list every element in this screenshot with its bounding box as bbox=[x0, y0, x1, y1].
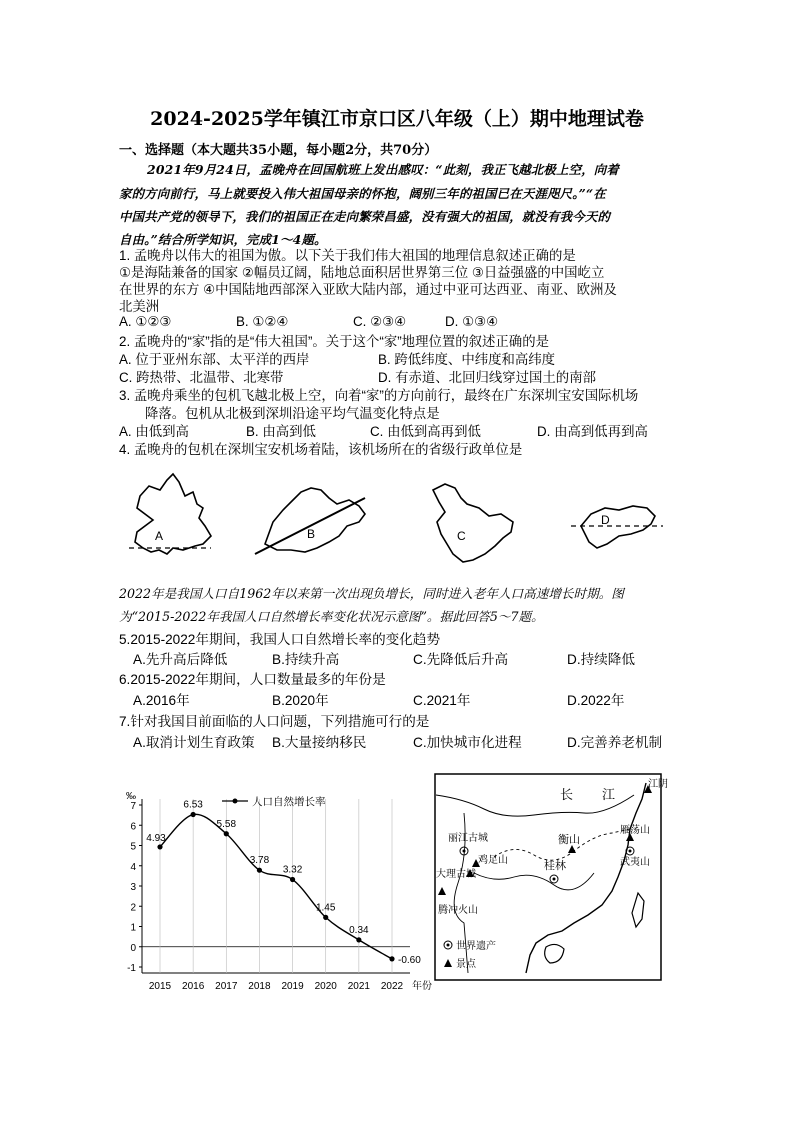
q3-option-a: A. 由低到高 bbox=[119, 424, 189, 439]
y-tick-label: 0 bbox=[130, 942, 136, 954]
label-lijiang: 丽江古城 bbox=[448, 833, 488, 844]
q3-option-d: D. 由高到低再到高 bbox=[537, 424, 648, 439]
label-tengchong: 腾冲火山 bbox=[438, 905, 478, 916]
data-label: 5.58 bbox=[216, 818, 237, 830]
q3-stem-1: 3. 孟晚舟乘坐的包机飞越北极上空，向着“家”的方向前行，最终在广东深圳宝安国际机场 bbox=[119, 388, 639, 403]
page-title: 2024-2025学年镇江市京口区八年级（上）期中地理试卷 bbox=[150, 108, 644, 130]
y-tick-label: 7 bbox=[130, 801, 136, 812]
y-tick-label: 1 bbox=[130, 922, 136, 934]
q7-option-a: A.取消计划生育政策 bbox=[133, 735, 255, 750]
intro2-line-2: 为“2015-2022年我国人口自然增长率变化状况示意图”。据此回答5～7题。 bbox=[119, 609, 544, 624]
x-tick-label: 2019 bbox=[281, 981, 304, 992]
q2-stem: 2. 孟晚舟的“家”指的是“伟大祖国”。关于这个“家”地理位置的叙述正确的是 bbox=[119, 334, 549, 349]
y-tick-label: 3 bbox=[130, 882, 136, 893]
y-tick-label: -1 bbox=[127, 963, 136, 974]
x-tick-label: 2016 bbox=[182, 981, 205, 992]
y-tick-label: 4 bbox=[130, 861, 136, 873]
label-wuyishan: 武夷山 bbox=[620, 857, 650, 868]
intro-line-1: 2021年9月24日，孟晚舟在回国航班上发出感叹：“此刻，我正飞越北极上空，向着 bbox=[147, 162, 619, 177]
x-tick-label: 2020 bbox=[314, 981, 337, 992]
q5-option-d: D.持续降低 bbox=[567, 652, 635, 667]
x-tick-label: 2022 bbox=[380, 981, 404, 992]
x-tick-label: 2017 bbox=[215, 981, 238, 992]
q7-option-b: B.大量接纳移民 bbox=[272, 735, 367, 750]
q5-option-b: B.持续升高 bbox=[272, 652, 340, 667]
q6-option-d: D.2022年 bbox=[567, 693, 625, 708]
province-a-outline bbox=[129, 474, 211, 554]
label-yandangshan: 雁荡山 bbox=[620, 825, 650, 836]
q7-option-c: C.加快城市化进程 bbox=[413, 735, 522, 750]
china-heritage-map bbox=[434, 773, 668, 981]
q1-statements-2: 在世界的东方 ④中国陆地西部深入亚欧大陆内部，通过中亚可达西亚、南亚、欧洲及 bbox=[119, 282, 617, 297]
intro-line-3: 中国共产党的领导下，我们的祖国正在走向繁荣昌盛，没有强大的祖国，就没有我今天的 bbox=[119, 209, 611, 224]
q3-option-b: B. 由高到低 bbox=[246, 424, 316, 439]
x-tick-label: 2015 bbox=[148, 981, 172, 992]
province-outlines bbox=[115, 470, 685, 570]
section-heading: 一、选择题（本大题共35小题，每小题2分，共70分） bbox=[119, 143, 438, 158]
q1-option-d: D. ①③④ bbox=[445, 314, 499, 329]
label-chang: 长 bbox=[560, 787, 574, 802]
data-point bbox=[323, 915, 328, 920]
x-axis-label: 年份 bbox=[412, 981, 432, 992]
intro-line-2: 家的方向前行，马上就要投入伟大祖国母亲的怀抱，阔别三年的祖国已在天涯咫尺。”“在 bbox=[119, 186, 606, 201]
x-tick-label: 2018 bbox=[248, 981, 271, 992]
data-point bbox=[157, 844, 162, 849]
label-dali: 大理古城 bbox=[436, 869, 476, 880]
data-point bbox=[224, 831, 229, 836]
q2-option-a: A. 位于亚州东部、太平洋的西岸 bbox=[119, 352, 310, 367]
y-tick-label: 2 bbox=[130, 902, 136, 914]
province-label-c: C bbox=[457, 529, 466, 543]
q1-stem: 1. 孟晚舟以伟大的祖国为傲。以下关于我们伟大祖国的地理信息叙述正确的是 bbox=[119, 248, 576, 263]
label-jiang: 江 bbox=[602, 787, 616, 802]
label-jiangyin: 江阴 bbox=[648, 779, 668, 790]
y-tick-label: 6 bbox=[130, 821, 136, 833]
q2-option-d: D. 有赤道、北回归线穿过国土的南部 bbox=[378, 370, 596, 385]
legend-scenic-spot: 景点 bbox=[456, 959, 476, 970]
data-point bbox=[290, 877, 295, 882]
data-label: -0.60 bbox=[398, 954, 421, 966]
q1-statements-1: ①是海陆兼备的国家 ②幅员辽阔，陆地总面积居世界第三位 ③日益强盛的中国屹立 bbox=[119, 265, 605, 280]
q1-option-c: C. ②③④ bbox=[353, 314, 407, 329]
province-b-outline bbox=[255, 488, 365, 554]
data-label: 4.93 bbox=[146, 832, 166, 844]
data-point bbox=[257, 868, 262, 873]
y-axis-unit: ‰ bbox=[126, 791, 136, 802]
province-d-outline bbox=[571, 506, 663, 548]
q5-option-a: A.先升高后降低 bbox=[133, 652, 228, 667]
q2-option-b: B. 跨低纬度、中纬度和高纬度 bbox=[378, 352, 556, 367]
label-jizushan: 鸡足山 bbox=[478, 855, 508, 866]
q7-option-d: D.完善养老机制 bbox=[567, 735, 663, 750]
q1-option-b: B. ①②④ bbox=[236, 314, 289, 329]
intro2-line-1: 2022年是我国人口自1962年以来第一次出现负增长，同时进入老年人口高速增长时期。图 bbox=[119, 586, 624, 601]
q7-stem: 7.针对我国目前面临的人口问题，下列措施可行的是 bbox=[119, 714, 430, 729]
q3-option-c: C. 由低到高再到低 bbox=[370, 424, 481, 439]
data-point bbox=[191, 812, 196, 817]
q6-stem: 6.2015-2022年期间，人口数量最多的年份是 bbox=[119, 672, 386, 687]
data-label: 3.32 bbox=[282, 864, 303, 876]
data-label: 1.45 bbox=[315, 902, 336, 914]
q3-stem-2: 降落。包机从北极到深圳沿途平均气温变化特点是 bbox=[145, 406, 440, 421]
label-guilin: 桂林 bbox=[544, 860, 566, 872]
population-growth-chart bbox=[118, 783, 438, 995]
q6-option-c: C.2021年 bbox=[413, 693, 471, 708]
q6-option-b: B.2020年 bbox=[272, 693, 329, 708]
q4-stem: 4. 孟晚舟的包机在深圳宝安机场着陆，该机场所在的省级行政单位是 bbox=[119, 442, 523, 457]
province-c-outline bbox=[433, 484, 513, 562]
q1-statements-3: 北美洲 bbox=[119, 299, 160, 314]
province-label-d: D bbox=[601, 513, 610, 527]
q1-option-a: A. ①②③ bbox=[119, 314, 172, 329]
intro-line-4: 自由。”结合所学知识，完成1～4题。 bbox=[119, 232, 327, 247]
legend-marker bbox=[233, 799, 238, 804]
legend-label: 人口自然增长率 bbox=[252, 796, 326, 808]
q2-option-c: C. 跨热带、北温带、北寒带 bbox=[119, 370, 284, 385]
data-point bbox=[389, 956, 394, 961]
data-label: 0.34 bbox=[349, 924, 369, 936]
label-hengshan: 衡山 bbox=[558, 834, 580, 846]
series-line bbox=[160, 814, 392, 959]
province-label-a: A bbox=[155, 529, 164, 543]
data-label: 3.78 bbox=[249, 855, 270, 867]
data-point bbox=[356, 937, 361, 942]
q5-option-c: C.先降低后升高 bbox=[413, 652, 509, 667]
q6-option-a: A.2016年 bbox=[133, 693, 190, 708]
q5-stem: 5.2015-2022年期间，我国人口自然增长率的变化趋势 bbox=[119, 632, 441, 647]
province-label-b: B bbox=[307, 527, 316, 541]
data-label: 6.53 bbox=[183, 799, 203, 811]
x-tick-label: 2021 bbox=[347, 981, 370, 992]
legend-world-heritage: 世界遗产 bbox=[456, 941, 496, 952]
y-tick-label: 5 bbox=[130, 841, 136, 853]
